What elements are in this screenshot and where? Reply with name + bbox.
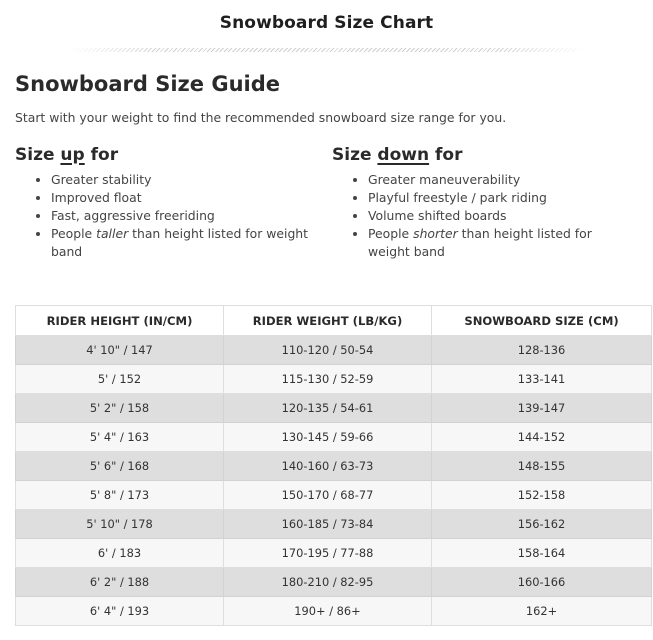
size-down-keyword: down (377, 145, 430, 165)
board-size-cell: 128-136 (432, 336, 652, 365)
size-up-section (15, 145, 320, 261)
size-up-heading: Size up for (15, 145, 119, 165)
weight-cell: 130-145 / 59-66 (224, 423, 432, 452)
size-up-list (15, 171, 320, 261)
height-cell: 5' 4" / 163 (16, 423, 224, 452)
list-item: • People taller than height listed for weight band (51, 225, 320, 261)
list-item: • Greater stability (51, 171, 320, 189)
board-size-cell: 139-147 (432, 394, 652, 423)
height-cell: 5' 10" / 178 (16, 510, 224, 539)
modal-title: Snowboard Size Chart (219, 13, 434, 33)
weight-cell: 110-120 / 50-54 (224, 336, 432, 365)
size-down-heading: Size down for (332, 145, 463, 165)
table-row (16, 597, 652, 626)
height-cell: 5' 8" / 173 (16, 481, 224, 510)
list-item: • Greater maneuverability (368, 171, 637, 189)
size-chart-table (15, 305, 652, 626)
header-rider-height: RIDER HEIGHT (IN/CM) (16, 306, 224, 336)
board-size-cell: 160-166 (432, 568, 652, 597)
guide-heading: Snowboard Size Guide (15, 72, 280, 96)
weight-cell: 140-160 / 63-73 (224, 452, 432, 481)
weight-cell: 170-195 / 77-88 (224, 539, 432, 568)
table-row (16, 394, 652, 423)
height-cell: 5' 6" / 168 (16, 452, 224, 481)
table-row (16, 365, 652, 394)
board-size-cell: 158-164 (432, 539, 652, 568)
list-item: • People shorter than height listed for weight band (368, 225, 637, 261)
table-row (16, 568, 652, 597)
height-cell: 6' 2" / 188 (16, 568, 224, 597)
list-item: • Playful freestyle / park riding (368, 189, 637, 207)
board-size-cell: 156-162 (432, 510, 652, 539)
weight-cell: 150-170 / 68-77 (224, 481, 432, 510)
table-row (16, 481, 652, 510)
weight-cell: 115-130 / 52-59 (224, 365, 432, 394)
size-down-list (332, 171, 637, 261)
list-item: • Fast, aggressive freeriding (51, 207, 320, 225)
height-cell: 6' / 183 (16, 539, 224, 568)
board-size-cell: 152-158 (432, 481, 652, 510)
height-cell: 4' 10" / 147 (16, 336, 224, 365)
table-row (16, 539, 652, 568)
title-divider (66, 48, 588, 52)
table-header-row (16, 306, 652, 336)
guide-intro: Start with your weight to find the recommended snowboard size range for you. (15, 110, 507, 125)
header-snowboard-size: SNOWBOARD SIZE (CM) (432, 306, 652, 336)
list-item: • Improved float (51, 189, 320, 207)
weight-cell: 120-135 / 54-61 (224, 394, 432, 423)
height-cell: 5' / 152 (16, 365, 224, 394)
list-item: • Volume shifted boards (368, 207, 637, 225)
size-up-keyword: up (60, 145, 85, 165)
table-row (16, 423, 652, 452)
weight-cell: 180-210 / 82-95 (224, 568, 432, 597)
board-size-cell: 144-152 (432, 423, 652, 452)
height-cell: 5' 2" / 158 (16, 394, 224, 423)
height-cell: 6' 4" / 193 (16, 597, 224, 626)
board-size-cell: 148-155 (432, 452, 652, 481)
board-size-cell: 162+ (432, 597, 652, 626)
weight-cell: 190+ / 86+ (224, 597, 432, 626)
table-row (16, 510, 652, 539)
size-down-section (332, 145, 637, 261)
table-row (16, 336, 652, 365)
table-row (16, 452, 652, 481)
weight-cell: 160-185 / 73-84 (224, 510, 432, 539)
header-rider-weight: RIDER WEIGHT (LB/KG) (224, 306, 432, 336)
board-size-cell: 133-141 (432, 365, 652, 394)
